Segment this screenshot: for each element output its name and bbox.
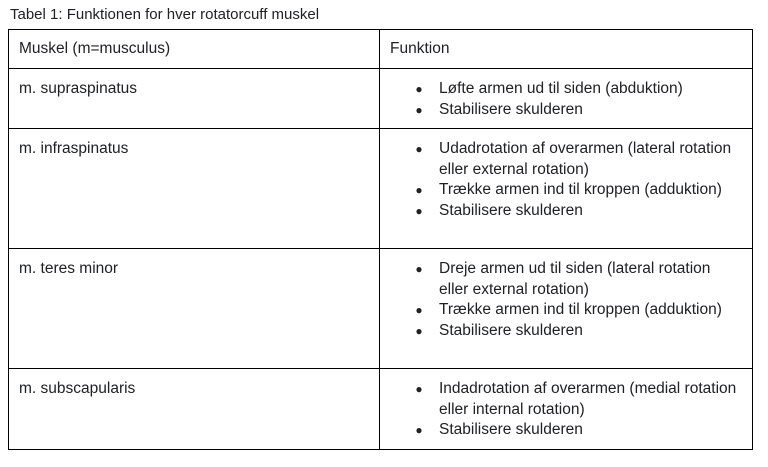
function-item: ● Trække armen ind til kroppen (adduktion) xyxy=(412,180,742,201)
function-item: ● Stabilisere skulderen xyxy=(412,201,742,222)
table-row xyxy=(9,249,753,369)
muscle-function-table xyxy=(8,29,753,450)
function-list xyxy=(380,79,742,120)
table-row xyxy=(9,69,753,129)
bullet-icon: ● xyxy=(415,82,423,96)
bullet-icon: ● xyxy=(415,183,423,197)
column-header-function: Funktion xyxy=(380,30,753,69)
table-header-row xyxy=(9,30,753,69)
function-item: ● Løfte armen ud til siden (abduktion) xyxy=(412,79,742,100)
muscle-cell: m. subscapularis xyxy=(9,369,380,450)
bullet-icon: ● xyxy=(415,203,423,218)
bullet-icon: ● xyxy=(415,142,423,156)
muscle-cell: m. teres minor xyxy=(9,249,380,369)
function-item: ● Dreje armen ud til siden (lateral rotation eller external rotation) xyxy=(412,259,742,300)
table-row xyxy=(9,369,753,450)
function-item: ● Stabilisere skulderen xyxy=(412,420,742,441)
bullet-icon: ● xyxy=(415,323,423,338)
table-caption: Tabel 1: Funktionen for hver rotatorcuff muskel xyxy=(10,6,320,23)
function-item: ● Stabilisere skulderen xyxy=(412,100,742,121)
function-item: ● Stabilisere skulderen xyxy=(412,321,742,342)
function-cell xyxy=(380,69,753,129)
function-item: ● Udadrotation af overarmen (lateral rotation eller external rotation) xyxy=(412,139,742,180)
function-cell xyxy=(380,249,753,369)
muscle-cell: m. supraspinatus xyxy=(9,69,380,129)
bullet-icon: ● xyxy=(415,382,423,396)
bullet-icon: ● xyxy=(415,102,423,117)
function-cell xyxy=(380,129,753,249)
bullet-icon: ● xyxy=(415,262,423,276)
function-item: ● Trække armen ind til kroppen (adduktion) xyxy=(412,300,742,321)
function-item: ● Indadrotation af overarmen (medial rotation eller internal rotation) xyxy=(412,379,742,420)
bullet-icon: ● xyxy=(415,303,423,317)
table-row xyxy=(9,129,753,249)
muscle-cell: m. infraspinatus xyxy=(9,129,380,249)
bullet-icon: ● xyxy=(415,423,423,437)
function-list xyxy=(380,139,742,221)
column-header-muscle: Muskel (m=musculus) xyxy=(9,30,380,69)
function-list xyxy=(380,379,742,441)
function-list xyxy=(380,259,742,341)
function-cell xyxy=(380,369,753,450)
